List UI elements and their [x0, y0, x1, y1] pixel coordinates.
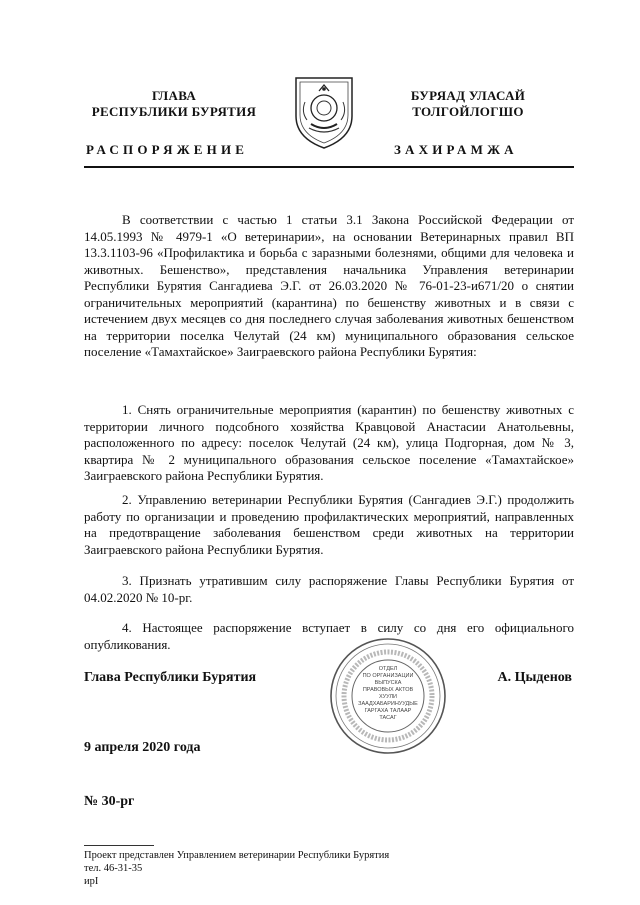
header-right-line1: БУРЯАД УЛАСАЙ — [410, 88, 526, 103]
document-date: 9 апреля 2020 года — [84, 740, 201, 755]
seal-line: ВЫПУСКА — [374, 680, 402, 686]
seal-line: ХУУЛИ — [378, 694, 398, 700]
header-rule — [84, 166, 574, 168]
preamble-paragraph: В соответствии с частью 1 статьи 3.1 Закона Российской Федерации от 14.05.1993 № 4979-1 «О ветеринарии», на основании Ветеринарных правил ВП 13.3.1103-96 «Профилактика и борьба с заразными болезнями, общими для человека и животных. Бешенство», представления начальника Управления ветеринарии Республики Бурятия Сангадиева Э.Г. от 26.03.2020 № 76-01-23-и671/20 о снятии ограничительных мероприятий (карантина) по бешенству животных и в связи с истечением двух месяцев со дня последнего случая заболевания животных бешенством на территории поселка Челутай (24 км) муниципального образования сельское поселение «Тамахтайское» Заиграевского района Республики Бурятия: — [84, 212, 574, 359]
coat-of-arms-emblem — [291, 72, 357, 150]
seal-inner-text — [348, 666, 428, 722]
header-left-line1: ГЛАВА — [151, 88, 197, 103]
header-right-line2: ТОЛГОЙЛОГШО — [412, 104, 524, 119]
seal-line: ЗААДХАБАРИНУУДЫЕ — [358, 701, 418, 707]
document-number: № 30-рг — [84, 794, 135, 809]
footer-line-1: Проект представлен Управлением ветеринарии Республики Бурятия — [84, 850, 390, 861]
footer-note — [84, 849, 389, 888]
header-right — [378, 88, 558, 120]
seal-line: ТАСАГ — [379, 715, 397, 721]
footer-line-2: тел. 46-31-35 — [84, 863, 143, 874]
footer-rule — [84, 845, 154, 846]
seal-line: ОТДЕЛ — [378, 666, 398, 672]
signatory-name: А. Цыденов — [497, 670, 572, 685]
header-left — [84, 88, 264, 120]
official-seal-stamp — [328, 636, 448, 756]
seal-line: ПО ОРГАНИЗАЦИИ — [362, 673, 414, 679]
seal-line: ГАРГАХА ТАЛААР — [364, 708, 412, 714]
doc-type-left: РАСПОРЯЖЕНИЕ — [86, 142, 249, 157]
item-2-paragraph: 2. Управлению ветеринарии Республики Бурятия (Сангадиев Э.Г.) продолжить работу по организации и проведению профилактических мероприятий, направленных на предотвращение заболевания бешенством среди животных на территории Заиграевского района Республики Бурятия. — [84, 492, 574, 557]
item-1-paragraph: 1. Снять ограничительные мероприятия (карантин) по бешенству животных с территории личного подсобного хозяйства Кравцовой Анастасии Анатольевны, расположенного по адресу: поселок Челутай (24 км), улица Подгорная, дом № 3, квартира № 2 муниципального образования сельское поселение «Тамахтайское» Заиграевского района Республики Бурятия. — [84, 402, 574, 483]
item-3-paragraph: 3. Признать утратившим силу распоряжение Главы Республики Бурятия от 04.02.2020 № 10-рг. — [84, 573, 574, 605]
item-4-paragraph: 4. Настоящее распоряжение вступает в силу со дня его официального опубликования. — [84, 620, 574, 652]
doc-type-right: ЗАХИРАМЖА — [394, 142, 518, 157]
signature-position: Глава Республики Бурятия — [84, 670, 257, 685]
header-left-line2: РЕСПУБЛИКИ БУРЯТИЯ — [91, 104, 257, 119]
seal-line: ПРАВОВЫХ АКТОВ — [362, 687, 414, 693]
footer-line-3: ирI — [84, 876, 99, 887]
